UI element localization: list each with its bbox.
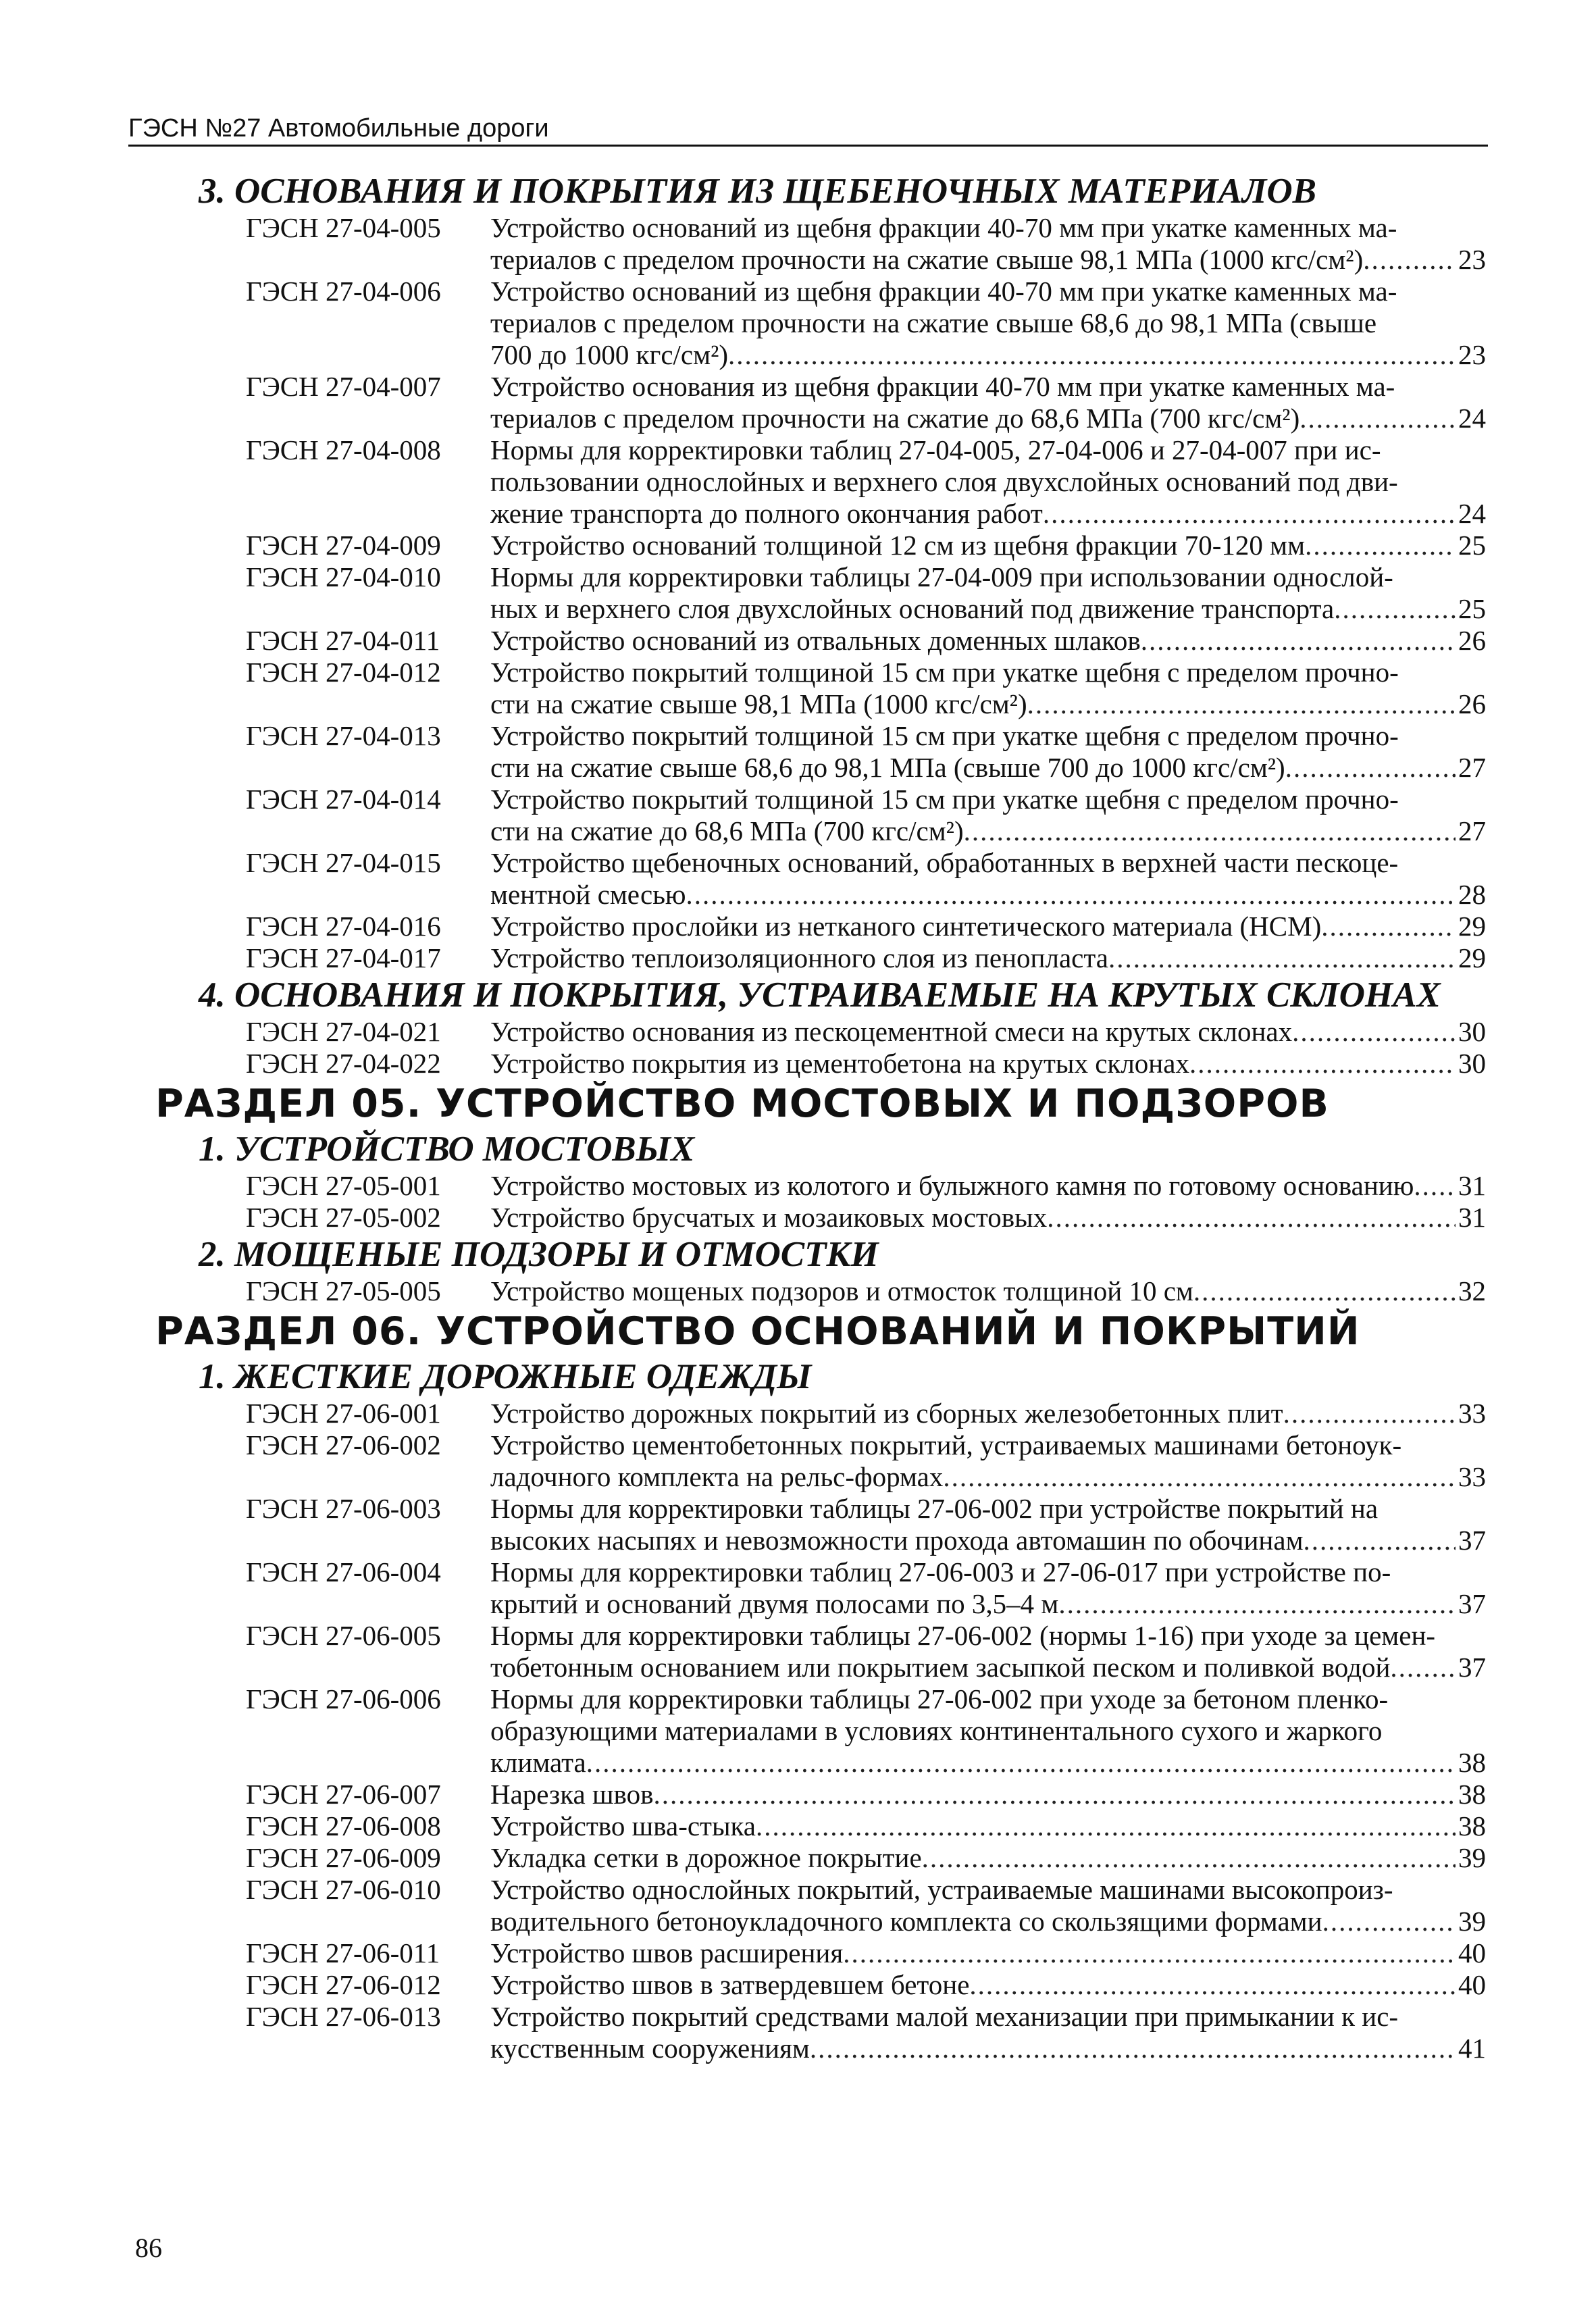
page-reference: 26 [1458, 625, 1486, 656]
entry-description [490, 1779, 1486, 1810]
entry-description-line: Устройство оснований из щебня фракции 40-70 мм при укатке каменных ма- [490, 276, 1397, 307]
toc-entry [189, 212, 1486, 276]
dot-leader [1189, 1048, 1456, 1079]
page-reference: 37 [1458, 1652, 1486, 1683]
entry-code: ГЭСН 27-06-003 [246, 1493, 441, 1524]
page-reference: 38 [1458, 1779, 1486, 1810]
entry-description [490, 561, 1486, 625]
entry-description-line: Нормы для корректировки таблицы 27-06-002 при устройстве покрытий на [490, 1493, 1379, 1524]
toc-entry [189, 530, 1486, 561]
entry-description [490, 1556, 1486, 1620]
toc-entry [189, 847, 1486, 911]
entry-description-line: Укладка сетки в дорожное покрытие [490, 1842, 922, 1873]
page-reference: 27 [1458, 752, 1486, 783]
toc-entry [189, 561, 1486, 625]
entry-code: ГЭСН 27-05-005 [246, 1275, 441, 1306]
entry-description-line: Устройство покрытий толщиной 15 см при укатке щебня с пределом прочно- [490, 720, 1399, 751]
dot-leader [1292, 1016, 1456, 1048]
entry-description [490, 2001, 1486, 2064]
entry-description [490, 1683, 1486, 1779]
entry-code: ГЭСН 27-04-021 [246, 1016, 441, 1047]
entry-description [490, 1048, 1486, 1079]
entry-description [490, 1202, 1486, 1234]
entry-code: ГЭСН 27-06-012 [246, 1969, 441, 2000]
dot-leader [1058, 1588, 1456, 1620]
entry-description-line: сти на сжатие до 68,6 МПа (700 кгс/см²) [490, 815, 964, 846]
entry-description-line: Устройство швов расширения [490, 1937, 844, 1968]
dot-leader [1304, 1525, 1456, 1556]
entry-code: ГЭСН 27-04-011 [246, 625, 440, 656]
page-reference: 29 [1458, 911, 1486, 942]
page-reference: 24 [1458, 498, 1486, 529]
page-reference: 32 [1458, 1275, 1486, 1306]
entry-description-line: Устройство шва-стыка [490, 1810, 756, 1841]
entry-description-line: Устройство оснований толщиной 12 см из щебня фракции 70-120 мм [490, 530, 1306, 561]
page-reference: 28 [1458, 879, 1486, 910]
dot-leader [586, 1747, 1456, 1779]
section-heading: РАЗДЕЛ 05. УСТРОЙСТВО МОСТОВЫХ И ПОДЗОРОВ [155, 1082, 1329, 1126]
dot-leader [756, 1810, 1456, 1842]
entry-description [490, 1493, 1486, 1556]
entry-description-line: Устройство основания из щебня фракции 40-70 мм при укатке каменных ма- [490, 371, 1395, 402]
entry-description [490, 212, 1486, 276]
dot-leader [653, 1779, 1456, 1810]
entry-description [490, 1874, 1486, 1937]
dot-leader [1285, 752, 1456, 784]
entry-code: ГЭСН 27-06-013 [246, 2001, 441, 2032]
toc-entry [189, 1493, 1486, 1556]
subsection-heading: 4. ОСНОВАНИЯ И ПОКРЫТИЯ, УСТРАИВАЕМЫЕ НА КРУТЫХ СКЛОНАХ [199, 975, 1441, 1015]
entry-code: ГЭСН 27-04-005 [246, 212, 441, 243]
entry-description-line: териалов с пределом прочности на сжатие свыше 98,1 МПа (1000 кгс/см²) [490, 244, 1364, 275]
dot-leader [1305, 530, 1456, 561]
running-header: ГЭСН №27 Автомобильные дороги [128, 113, 1488, 147]
entry-description-line: высоких насыпях и невозможности прохода автомашин по обочинам [490, 1525, 1304, 1556]
page-reference: 31 [1458, 1170, 1486, 1201]
entry-code: ГЭСН 27-06-010 [246, 1874, 441, 1905]
entry-code: ГЭСН 27-04-016 [246, 911, 441, 942]
subsection-heading: 1. УСТРОЙСТВО МОСТОВЫХ [199, 1129, 695, 1169]
entry-description-line: климата [490, 1747, 586, 1778]
page-reference: 31 [1458, 1202, 1486, 1233]
page-reference: 24 [1458, 403, 1486, 434]
entry-description-line: Нормы для корректировки таблицы 27-06-002 (нормы 1-16) при уходе за цемен- [490, 1620, 1436, 1651]
entry-description [490, 1275, 1486, 1307]
entry-code: ГЭСН 27-04-008 [246, 434, 441, 465]
page-reference: 30 [1458, 1016, 1486, 1047]
subsection-heading: 1. ЖЕСТКИЕ ДОРОЖНЫЕ ОДЕЖДЫ [199, 1357, 812, 1396]
entry-code: ГЭСН 27-04-006 [246, 276, 441, 307]
entry-description [490, 371, 1486, 434]
entry-description [490, 784, 1486, 847]
entry-description [490, 434, 1486, 530]
entry-description-line: сти на сжатие свыше 98,1 МПа (1000 кгс/см²) [490, 688, 1027, 719]
entry-description-line: Устройство теплоизоляционного слоя из пенопласта [490, 942, 1108, 973]
page-reference: 37 [1458, 1525, 1486, 1556]
entry-description-line: тобетонным основанием или покрытием засыпкой песком и поливкой водой [490, 1652, 1391, 1683]
dot-leader [969, 1969, 1456, 2001]
entry-code: ГЭСН 27-04-012 [246, 657, 441, 688]
page-reference: 25 [1458, 593, 1486, 624]
subsection-heading: 3. ОСНОВАНИЯ И ПОКРЫТИЯ ИЗ ЩЕБЕНОЧНЫХ МАТЕРИАЛОВ [199, 172, 1316, 211]
entry-description-line: Устройство брусчатых и мозаиковых мостовых [490, 1202, 1048, 1233]
entry-description-line: Устройство швов в затвердевшем бетоне [490, 1969, 970, 2000]
entry-description [490, 530, 1486, 561]
dot-leader [810, 2033, 1456, 2064]
toc-entry [189, 1683, 1486, 1779]
entry-code: ГЭСН 27-06-011 [246, 1937, 440, 1968]
toc-entry [189, 1170, 1486, 1202]
entry-description [490, 720, 1486, 784]
entry-description-line: Устройство покрытий толщиной 15 см при укатке щебня с пределом прочно- [490, 657, 1399, 688]
entry-code: ГЭСН 27-06-005 [246, 1620, 441, 1651]
entry-description-line: Нормы для корректировки таблицы 27-06-002 при уходе за бетоном пленко- [490, 1683, 1389, 1714]
entry-description [490, 942, 1486, 974]
dot-leader [1043, 498, 1456, 530]
dot-leader [1390, 1652, 1456, 1683]
entry-description-line: Устройство цементобетонных покрытий, устраиваемых машинами бетоноук- [490, 1429, 1402, 1460]
toc-entry [189, 625, 1486, 657]
page-reference: 23 [1458, 244, 1486, 275]
entry-description [490, 1398, 1486, 1429]
dot-leader [943, 1461, 1456, 1493]
entry-description-line: Устройство мощеных подзоров и отмосток толщиной 10 см [490, 1275, 1193, 1306]
dot-leader [728, 339, 1456, 371]
entry-code: ГЭСН 27-06-006 [246, 1683, 441, 1714]
page-reference: 40 [1458, 1969, 1486, 2000]
entry-description [490, 1620, 1486, 1683]
entry-description [490, 911, 1486, 942]
entry-description-line: ладочного комплекта на рельс-формах [490, 1461, 944, 1492]
toc-entry [189, 720, 1486, 784]
entry-description [490, 1810, 1486, 1842]
dot-leader [1193, 1275, 1456, 1307]
toc-entry [189, 1016, 1486, 1048]
entry-description [490, 1842, 1486, 1874]
entry-description [490, 276, 1486, 371]
page-reference: 37 [1458, 1588, 1486, 1619]
page-reference: 29 [1458, 942, 1486, 973]
dot-leader [1299, 403, 1456, 434]
entry-description-line: Устройство однослойных покрытий, устраиваемые машинами высокопроиз- [490, 1874, 1393, 1905]
page-reference: 39 [1458, 1906, 1486, 1937]
entry-description-line: териалов с пределом прочности на сжатие до 68,6 МПа (700 кгс/см²) [490, 403, 1300, 434]
entry-description [490, 847, 1486, 911]
entry-description-line: Нормы для корректировки таблиц 27-04-005, 27-04-006 и 27-04-007 при ис- [490, 434, 1381, 465]
toc-entry [189, 1969, 1486, 2001]
subsection-heading: 2. МОЩЕНЫЕ ПОДЗОРЫ И ОТМОСТКИ [199, 1235, 879, 1274]
page-reference: 26 [1458, 688, 1486, 719]
toc-entry [189, 1048, 1486, 1079]
entry-code: ГЭСН 27-04-013 [246, 720, 441, 751]
entry-description-line: Нормы для корректировки таблицы 27-04-009 при использовании однослой- [490, 561, 1393, 592]
entry-description-line: ных и верхнего слоя двухслойных оснований под движение транспорта [490, 593, 1335, 624]
toc-entry [189, 434, 1486, 530]
dot-leader [922, 1842, 1456, 1874]
entry-description-line: образующими материалами в условиях континентального сухого и жаркого [490, 1715, 1383, 1746]
page-number: 86 [135, 2233, 162, 2263]
entry-description-line: Устройство дорожных покрытий из сборных железобетонных плит [490, 1398, 1283, 1429]
toc-entry [189, 784, 1486, 847]
entry-description-line: Устройство оснований из щебня фракции 40-70 мм при укатке каменных ма- [490, 212, 1397, 243]
dot-leader [1363, 244, 1456, 276]
entry-description [490, 1937, 1486, 1969]
page-reference: 25 [1458, 530, 1486, 561]
dot-leader [686, 879, 1456, 911]
entry-code: ГЭСН 27-04-010 [246, 561, 441, 592]
toc-entry [189, 1275, 1486, 1307]
page-reference: 40 [1458, 1937, 1486, 1968]
entry-description [490, 1969, 1486, 2001]
toc-entry [189, 942, 1486, 974]
entry-description-line: 700 до 1000 кгс/см²) [490, 339, 729, 370]
page-reference: 23 [1458, 339, 1486, 370]
entry-description-line: крытий и оснований двумя полосами по 3,5–4 м [490, 1588, 1059, 1619]
entry-description-line: Устройство покрытия из цементобетона на крутых склонах [490, 1048, 1189, 1079]
entry-code: ГЭСН 27-04-022 [246, 1048, 441, 1079]
toc-entry [189, 1810, 1486, 1842]
section-heading: РАЗДЕЛ 06. УСТРОЙСТВО ОСНОВАНИЙ И ПОКРЫТИЙ [155, 1309, 1360, 1354]
toc-entry [189, 1429, 1486, 1493]
dot-leader [1141, 625, 1456, 657]
entry-description-line: Нормы для корректировки таблиц 27-06-003 и 27-06-017 при устройстве по- [490, 1556, 1391, 1587]
toc-entry [189, 1937, 1486, 1969]
toc-entry [189, 657, 1486, 720]
entry-description-line: Устройство основания из пескоцементной смеси на крутых склонах [490, 1016, 1293, 1047]
toc-entry [189, 276, 1486, 371]
dot-leader [1334, 593, 1456, 625]
dot-leader [964, 815, 1456, 847]
page-reference: 39 [1458, 1842, 1486, 1873]
entry-code: ГЭСН 27-04-015 [246, 847, 441, 878]
entry-description-line: ментной смесью [490, 879, 686, 910]
toc-entry [189, 1398, 1486, 1429]
entry-code: ГЭСН 27-06-008 [246, 1810, 441, 1841]
entry-code: ГЭСН 27-05-002 [246, 1202, 441, 1233]
entry-code: ГЭСН 27-04-017 [246, 942, 441, 973]
toc-entry [189, 1842, 1486, 1874]
dot-leader [1047, 1202, 1456, 1234]
page-reference: 27 [1458, 815, 1486, 846]
entry-description-line: Устройство прослойки из нетканого синтетического материала (НСМ) [490, 911, 1322, 942]
entry-description-line: Устройство щебеночных оснований, обработанных в верхней части пескоце- [490, 847, 1399, 878]
entry-description-line: жение транспорта до полного окончания работ [490, 498, 1043, 529]
dot-leader [1321, 911, 1456, 942]
table-of-contents [155, 170, 1486, 2064]
page-reference: 38 [1458, 1747, 1486, 1778]
entry-description-line: водительного бетоноукладочного комплекта со скользящими формами [490, 1906, 1322, 1937]
toc-entry [189, 2001, 1486, 2064]
entry-description-line: кусственным сооружениям [490, 2033, 810, 2064]
page-reference: 33 [1458, 1398, 1486, 1429]
toc-entry [189, 1620, 1486, 1683]
entry-description-line: Нарезка швов [490, 1779, 654, 1810]
entry-code: ГЭСН 27-06-009 [246, 1842, 441, 1873]
entry-code: ГЭСН 27-04-014 [246, 784, 441, 815]
toc-entry [189, 911, 1486, 942]
entry-description-line: териалов с пределом прочности на сжатие свыше 68,6 до 98,1 МПа (свыше [490, 307, 1377, 338]
entry-description-line: Устройство мостовых из колотого и булыжного камня по готовому основанию [490, 1170, 1414, 1201]
page-reference: 38 [1458, 1810, 1486, 1841]
entry-description [490, 657, 1486, 720]
dot-leader [843, 1937, 1456, 1969]
toc-entry [189, 1556, 1486, 1620]
dot-leader [1283, 1398, 1456, 1429]
toc-entry [189, 371, 1486, 434]
entry-description-line: сти на сжатие свыше 68,6 до 98,1 МПа (свыше 700 до 1000 кгс/см²) [490, 752, 1285, 783]
entry-description-line: Устройство покрытий толщиной 15 см при укатке щебня с пределом прочно- [490, 784, 1399, 815]
toc-entry [189, 1779, 1486, 1810]
dot-leader [1322, 1906, 1456, 1937]
entry-description [490, 1016, 1486, 1048]
entry-code: ГЭСН 27-06-002 [246, 1429, 441, 1460]
entry-description-line: пользовании однослойных и верхнего слоя двухслойных оснований под дви- [490, 466, 1398, 497]
entry-description-line: Устройство оснований из отвальных доменных шлаков [490, 625, 1141, 656]
entry-code: ГЭСН 27-04-009 [246, 530, 441, 561]
entry-code: ГЭСН 27-06-001 [246, 1398, 441, 1429]
entry-code: ГЭСН 27-04-007 [246, 371, 441, 402]
page-reference: 33 [1458, 1461, 1486, 1492]
toc-entry [189, 1874, 1486, 1937]
page-reference: 30 [1458, 1048, 1486, 1079]
dot-leader [1108, 942, 1456, 974]
entry-description [490, 625, 1486, 657]
entry-code: ГЭСН 27-06-004 [246, 1556, 441, 1587]
page-reference: 41 [1458, 2033, 1486, 2064]
entry-code: ГЭСН 27-06-007 [246, 1779, 441, 1810]
entry-code: ГЭСН 27-05-001 [246, 1170, 441, 1201]
toc-entry [189, 1202, 1486, 1234]
dot-leader [1414, 1170, 1456, 1202]
entry-description [490, 1170, 1486, 1202]
entry-description [490, 1429, 1486, 1493]
entry-description-line: Устройство покрытий средствами малой механизации при примыкании к ис- [490, 2001, 1399, 2032]
dot-leader [1027, 688, 1456, 720]
